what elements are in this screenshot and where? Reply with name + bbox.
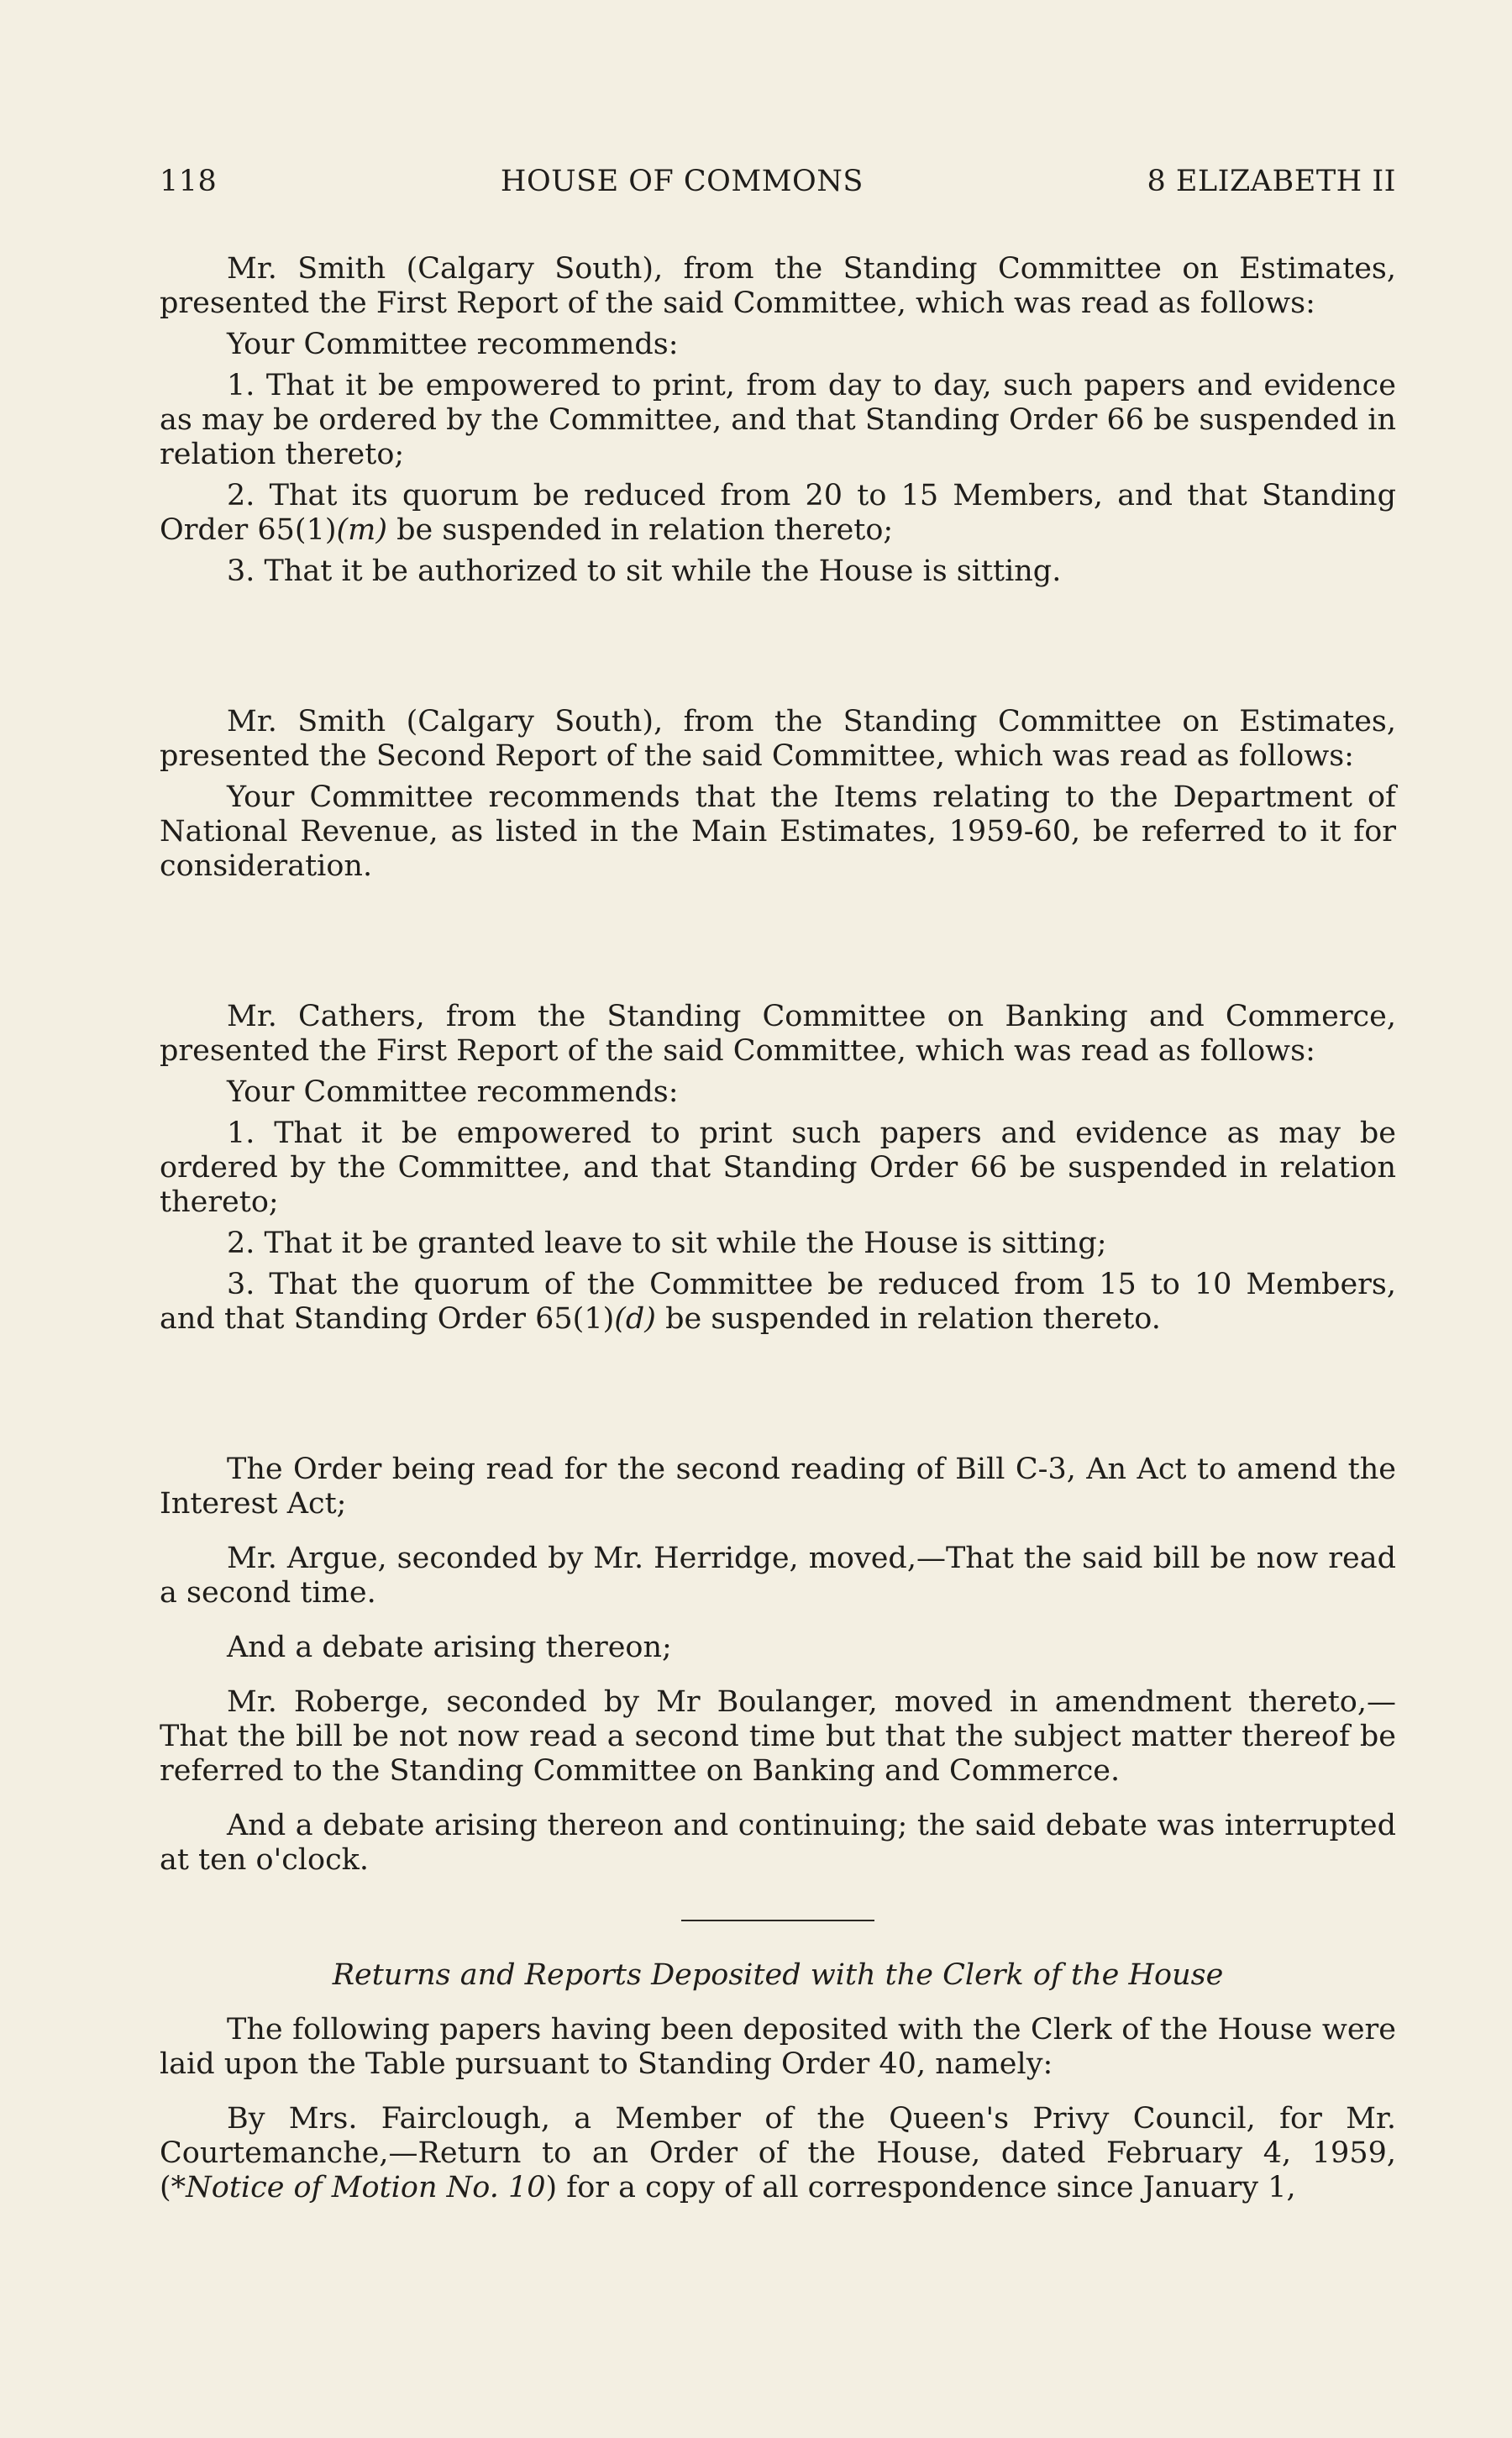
report1-item3: 3. That it be authorized to sit while the House is sitting.: [227, 554, 1062, 588]
report1-item2-clause: (m): [336, 513, 388, 547]
bill-debate: And a debate arising thereon;: [227, 1631, 672, 1664]
report3-item3-text: 3. That the quorum of the Committee be reduced from 15 to 10 Members, and that Standing Order 65(1): [160, 1268, 1396, 1336]
report3-item3-clause: (d): [614, 1302, 656, 1336]
report1-item2-text: 2. That its quorum be reduced from 20 to 15 Members, and that Standing Order 65(1): [160, 479, 1396, 547]
report1-intro: Mr. Smith (Calgary South), from the Standing Committee on Estimates, presented the First Report of the said Committee, which was read as follows:: [160, 252, 1396, 320]
report3-item2: 2. That it be granted leave to sit while the House is sitting;: [227, 1227, 1107, 1260]
report3-item3: [160, 1268, 1396, 1337]
bill-interrupted: And a debate arising thereon and continuing; the said debate was interrupted at ten o'clock.: [160, 1809, 1396, 1877]
report2-intro: Mr. Smith (Calgary South), from the Standing Committee on Estimates, presented the Second Report of the said Committee, which was read as follows:: [160, 705, 1396, 773]
report1-lead: Your Committee recommends:: [227, 328, 679, 361]
section-divider: [681, 1920, 874, 1921]
regnal-year: 8 ELIZABETH II: [1147, 165, 1396, 198]
bill-amendment: Mr. Roberge, seconded by Mr Boulanger, moved in amendment thereto,—That the bill be not now read a second time but that the subject matter thereof be referred to the Standing Committee on Banking and Commerce.: [160, 1685, 1396, 1788]
report1-item2: [160, 479, 1396, 548]
report3-lead: Your Committee recommends:: [227, 1075, 679, 1109]
returns-item1-text: By Mrs. Fairclough, a Member of the Queen's Privy Council, for Mr. Courtemanche,—Return to an Order of the House, dated February 4, 1959, (: [160, 2102, 1396, 2204]
running-head: [160, 165, 1396, 202]
bill-order: The Order being read for the second reading of Bill C-3, An Act to amend the Interest Act;: [160, 1453, 1396, 1521]
returns-item1: [160, 2102, 1396, 2205]
report3-item3-tail: be suspended in relation thereto.: [655, 1302, 1161, 1336]
report2-body: Your Committee recommends that the Items relating to the Department of National Revenue, as listed in the Main Estimates, 1959-60, be referred to it for consideration.: [160, 780, 1396, 883]
returns-item1-notice: *Notice of Motion No. 10: [171, 2171, 546, 2204]
report3-intro: Mr. Cathers, from the Standing Committee on Banking and Commerce, presented the First Report of the said Committee, which was read as follows:: [160, 1000, 1396, 1068]
page-number: 118: [160, 165, 218, 198]
journal-title: HOUSE OF COMMONS: [500, 165, 864, 198]
returns-intro: The following papers having been deposited with the Clerk of the House were laid upon the Table pursuant to Standing Order 40, namely:: [160, 2013, 1396, 2081]
returns-item1-tail: ) for a copy of all correspondence since January 1,: [545, 2171, 1296, 2204]
bill-motion: Mr. Argue, seconded by Mr. Herridge, moved,—That the said bill be now read a second time.: [160, 1542, 1396, 1610]
report1-item1: 1. That it be empowered to print, from day to day, such papers and evidence as may be ordered by the Committee, and that Standing Order 66 be suspended in relation thereto;: [160, 369, 1396, 471]
page-body: [160, 252, 1396, 2205]
report1-item2-tail: be suspended in relation thereto;: [387, 513, 894, 547]
report3-item1: 1. That it be empowered to print such papers and evidence as may be ordered by the Committee, and that Standing Order 66 be suspended in relation thereto;: [160, 1117, 1396, 1219]
returns-heading: Returns and Reports Deposited with the Clerk of the House: [332, 1958, 1224, 1992]
